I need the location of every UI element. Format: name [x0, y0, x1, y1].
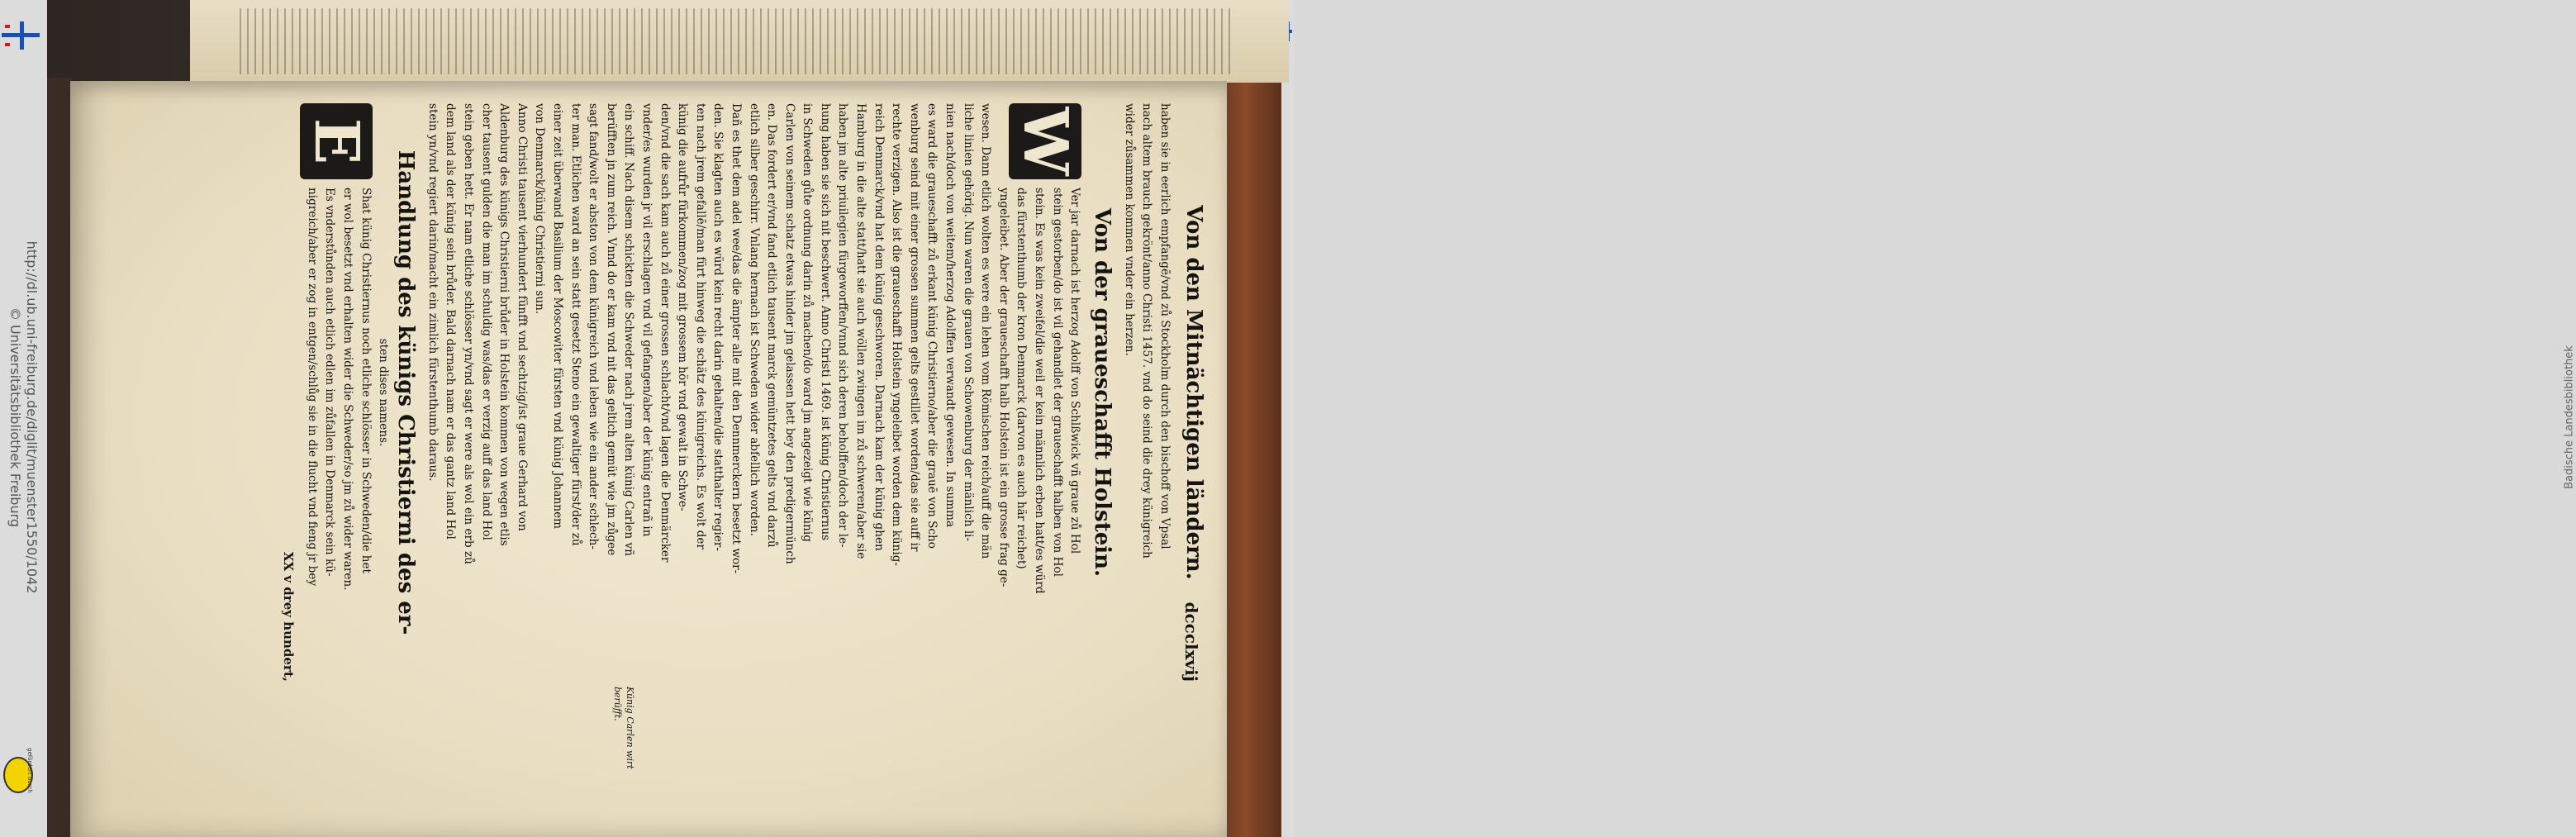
section-heading-continuation: sten dises namens. [377, 338, 391, 447]
text-line: yngeleibet. Aber der graueschafft halb Holstein ist ein grosse frag ge- [996, 188, 1010, 587]
text-line: den/vnd die sach kam auch zů einer grossen schlacht/vnd lagen die Denmärcker [658, 103, 672, 563]
text-line: liche linien gehörig. Nun waren die grauen von Schowenburg der mänlich li- [961, 103, 975, 542]
paragraph-1 [1119, 103, 1173, 682]
text-line: en. Das fordert er/vnd fand etlich tausent marck gemüntzetes gelts vnd darzů [765, 103, 779, 548]
source-url-label[interactable] [7, 241, 40, 594]
text-line: wesen. Dann etlich wolten es were ein lehen vom Römischen reich/auff die män [979, 103, 993, 559]
text-line: haben jm alte priuilegien fürgeworffen/vnnd sich deren beholffen/doch der le- [836, 103, 850, 548]
drop-cap-initial: W [1009, 103, 1081, 179]
text-line: einer zeit überwand Basilium der Moscowiter fürsten vnd künig Johannem [551, 103, 564, 530]
text-line: Aldenburg des künigs Christierni brůder in Holstein kommen von wegen etlis [497, 103, 511, 546]
source-url[interactable]: http://dl.ub.uni-freiburg.de/diglit/muenster1550/1042 [24, 240, 40, 594]
viewer-left-margin [0, 0, 48, 837]
text-line: etlich silber geschirr. Vnlang hernach ist Schweden wider abfellich worden. [747, 103, 761, 536]
book-cover-right [1221, 78, 1281, 837]
text-line: das fürstenthumb der kron Denmarck (darvon es auch här reichet) [1015, 188, 1029, 569]
text-line: künig die aufrůr fürkommen/zog mit grossem hör vnd gewalt in Schwe- [676, 103, 690, 511]
text-line: nien nach/doch von weitem/herzog Adolffen verwandt gewesen. In summa [943, 103, 958, 528]
library-label: Badische Landesbibliothek [2563, 345, 2576, 489]
running-head-title: Von den Mitnächtigen ländern. [1181, 205, 1206, 580]
text-line: in Schweden gůte ordnung darin zů machen/do ward jm angezeigt wie künig [801, 103, 815, 542]
previous-page-edge [190, 0, 1289, 83]
text-line: sagt fand/wolt er abston von dem künigreich vnd leben wie ein ander schlech- [587, 103, 601, 549]
text-line: den. Sie klagten auch es würd kein recht darin gehalten/die statthalter regier- [711, 103, 725, 552]
section-heading-christiern: Handlung des künigs Christierni des er- [393, 150, 419, 635]
text-line: Shat künig Christiernus noch etliche schlösser in Schweden/die het [359, 188, 373, 574]
text-line: er wol besetzt vnd erhalten wider die Schweder/so jm zů wider waren. [341, 188, 355, 591]
marginal-gloss: Künig Carlen wirt berüfft. [612, 687, 635, 769]
funding-label: gefördert durch [26, 748, 33, 793]
text-line: Carlen von seinem schatz etwas hinder jm gelassen hett bey den predigermünch [782, 103, 796, 564]
text-line: ter man. Etlichen ward an sein statt gesetzt Steno ein gewaltiger fürst/der zů [568, 103, 582, 546]
text-line: stein yn/vnd regiert darin/macht ein zimlich fürstenthumb daraus. [425, 103, 440, 482]
text-line: ten nach jrem gefallē/man fürt hinweg die schätz des künigreichs. Es wolt der [693, 103, 707, 549]
text-line: wenburg seind mit einer grossen summen gelts gestillet worden/das sie auff ir [907, 103, 921, 552]
text-line: Anno Christi tausent vierhundert fünfft vnd sechtzig/ist graue Gerhard von [515, 103, 529, 531]
drop-cap-initial: E [300, 103, 373, 179]
text-line: Es vnderstůnden auch etlich edlen im zůfallen in Denmarck sein kü- [323, 188, 337, 577]
text-line: stein geben hett. Er nam etliche schlösser yn/vnd sagt er were als wol ein erb zů [462, 103, 476, 564]
text-line: Dañ es thet dem adel wee/das die ämpter alle mit den Dennmerckern besetzt wor- [729, 103, 743, 574]
paragraph-3 [423, 103, 530, 682]
text-line: stein. Es was kein zweifel/die weil er kein männlich erben hatt/es würd [1033, 188, 1047, 594]
text-line: Hamburg in die alte statt/hatt sie auch wöllen zwingen im zů schweren/aber sie [854, 103, 868, 559]
folio-number: dccclxvij [1181, 602, 1201, 682]
signature-mark: XX v drey hundert, [281, 551, 297, 682]
paragraph-2 [530, 103, 1083, 682]
text-line: es ward die graueschafft zů erkant künig Christierno/aber die grauē von Scho [925, 103, 939, 549]
viewer-right-margin [1281, 0, 2576, 837]
text-line: reich Denmarck/vnd hat dem künig geschworen. Darnach kam der künig ghen [872, 103, 886, 551]
text-line: wider zůsammen kommen vnder ein herzen. [1122, 103, 1136, 356]
text-line: dem land als der künig sein brůder. Bald darnach nam er das gantz land Hol [444, 103, 458, 540]
text-line: stein gestorben/do ist vil gehandlet der graueschafft halben von Hol [1050, 188, 1064, 578]
text-line: berüfften jn zum reich. Vnnd do er kam vnd nit das geltich gemüt wie jm zůgee [604, 103, 618, 556]
eu-flag-icon [2, 21, 40, 50]
running-head [1173, 103, 1206, 682]
text-line: Ver jar darnach ist herzog Adolff von Schlßwick vñ graue zů Hol [1068, 188, 1082, 554]
text-line: ein schiff. Nach disem schickten die Schweder nach jrem alten künig Carlen vñ [622, 103, 636, 556]
text-line: nigreich/aber er zog in entgen/schlůg sie in die flucht vnd fieng jr bey [305, 188, 319, 587]
text-line: cher tausent gulden die man im schuldig was/das er verzig auff das land Hol [479, 103, 493, 540]
text-line: von Denmarck/künig Christierni sun. [533, 103, 547, 315]
page-text-block [264, 103, 1206, 769]
text-line: nach altem brauch gekrönt/anno Christi 1457. vnd do seind die drey künigreich [1140, 103, 1154, 559]
paragraph-4 [302, 103, 373, 682]
text-line: rechte verzigen. Also ist die graueschafft Holstein yngeleibet worden dem künig- [890, 103, 904, 567]
section-heading-holstein: Von der graueschafft Holstein. [1090, 207, 1115, 578]
copyright-label: © Universitätsbibliothek Freiburg [7, 307, 23, 528]
text-line: haben sie in eerlich empfangē/vnd zů Stockholm durch den bischoff von Vpsal [1158, 103, 1172, 549]
text-line: vnder/es wurden jr vil erschlagen vnd vil gefangen/aber der künig entrañ in [639, 103, 654, 537]
text-line: hung haben sie sich nit beschwert. Anno Christi 1469. ist künig Christiernus [818, 103, 832, 541]
book-cover-left [47, 78, 72, 837]
